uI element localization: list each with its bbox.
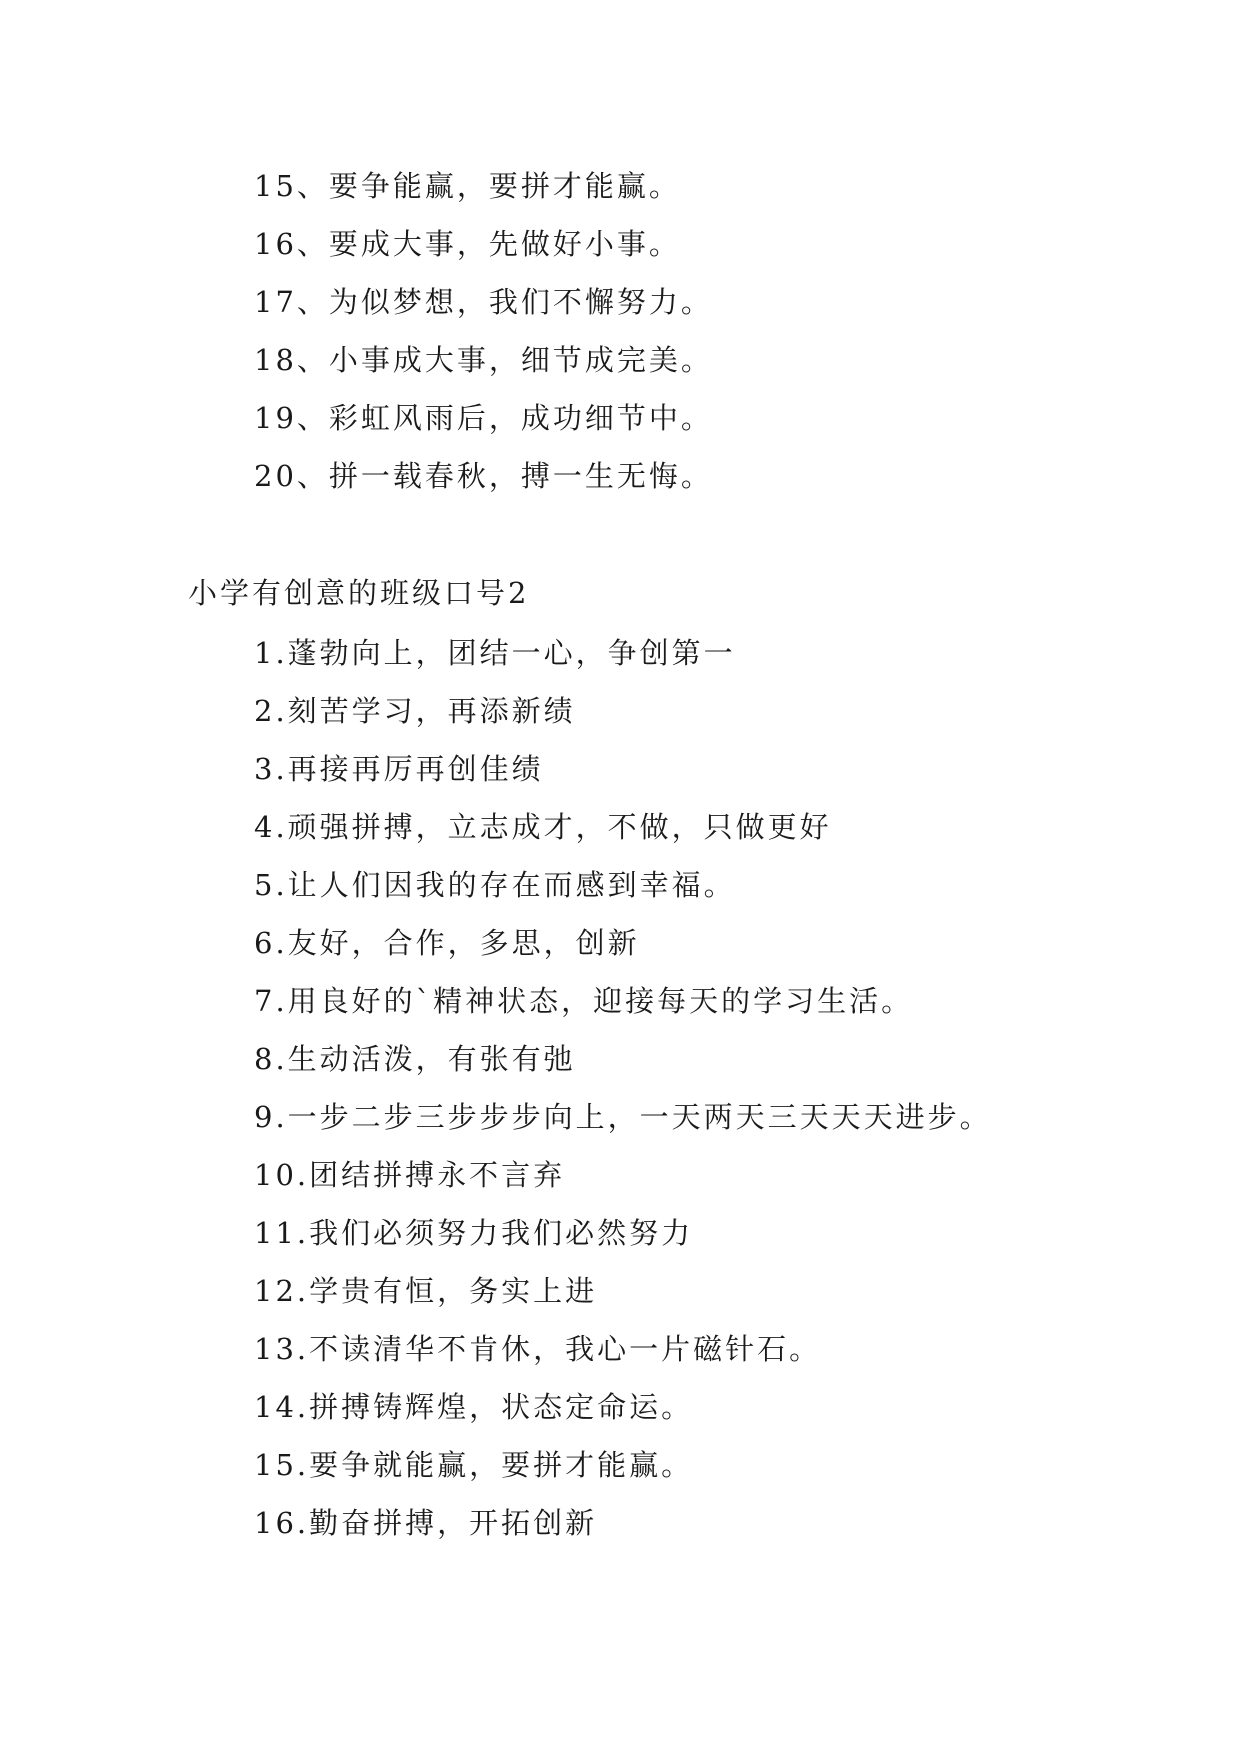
list-item: 12.学贵有恒，务实上进 xyxy=(254,1274,598,1308)
list-item: 4.顽强拼搏，立志成才，不做，只做更好 xyxy=(254,810,832,844)
list-item: 10.团结拼搏永不言弃 xyxy=(254,1158,566,1192)
list-item: 8.生动活泼，有张有弛 xyxy=(254,1042,576,1076)
list-item: 16.勤奋拼搏，开拓创新 xyxy=(254,1506,598,1540)
list-item: 17、为似梦想，我们不懈努力。 xyxy=(254,285,713,319)
list-item: 14.拼搏铸辉煌，状态定命运。 xyxy=(254,1390,694,1424)
list-item: 15、要争能赢，要拼才能赢。 xyxy=(254,169,681,203)
list-item: 5.让人们因我的存在而感到幸福。 xyxy=(254,868,736,902)
list-item: 15.要争就能赢，要拼才能赢。 xyxy=(254,1448,694,1482)
list-item: 1.蓬勃向上，团结一心，争创第一 xyxy=(254,636,736,670)
list-item: 16、要成大事，先做好小事。 xyxy=(254,227,681,261)
list-item: 7.用良好的`精神状态，迎接每天的学习生活。 xyxy=(254,984,914,1018)
list-item: 3.再接再厉再创佳绩 xyxy=(254,752,544,786)
slogan-list xyxy=(0,624,992,1552)
section-title: 小学有创意的班级口号2 xyxy=(188,576,530,610)
slogan-list-continued xyxy=(0,157,713,505)
list-item: 19、彩虹风雨后，成功细节中。 xyxy=(254,401,713,435)
list-item: 11.我们必须努力我们必然努力 xyxy=(254,1216,694,1250)
list-item: 6.友好，合作，多思，创新 xyxy=(254,926,640,960)
list-item: 20、拼一载春秋，搏一生无悔。 xyxy=(254,459,713,493)
list-item: 2.刻苦学习，再添新绩 xyxy=(254,694,576,728)
list-item: 13.不读清华不肯休，我心一片磁针石。 xyxy=(254,1332,822,1366)
list-item: 9.一步二步三步步步向上，一天两天三天天天进步。 xyxy=(254,1100,992,1134)
list-item: 18、小事成大事，细节成完美。 xyxy=(254,343,713,377)
